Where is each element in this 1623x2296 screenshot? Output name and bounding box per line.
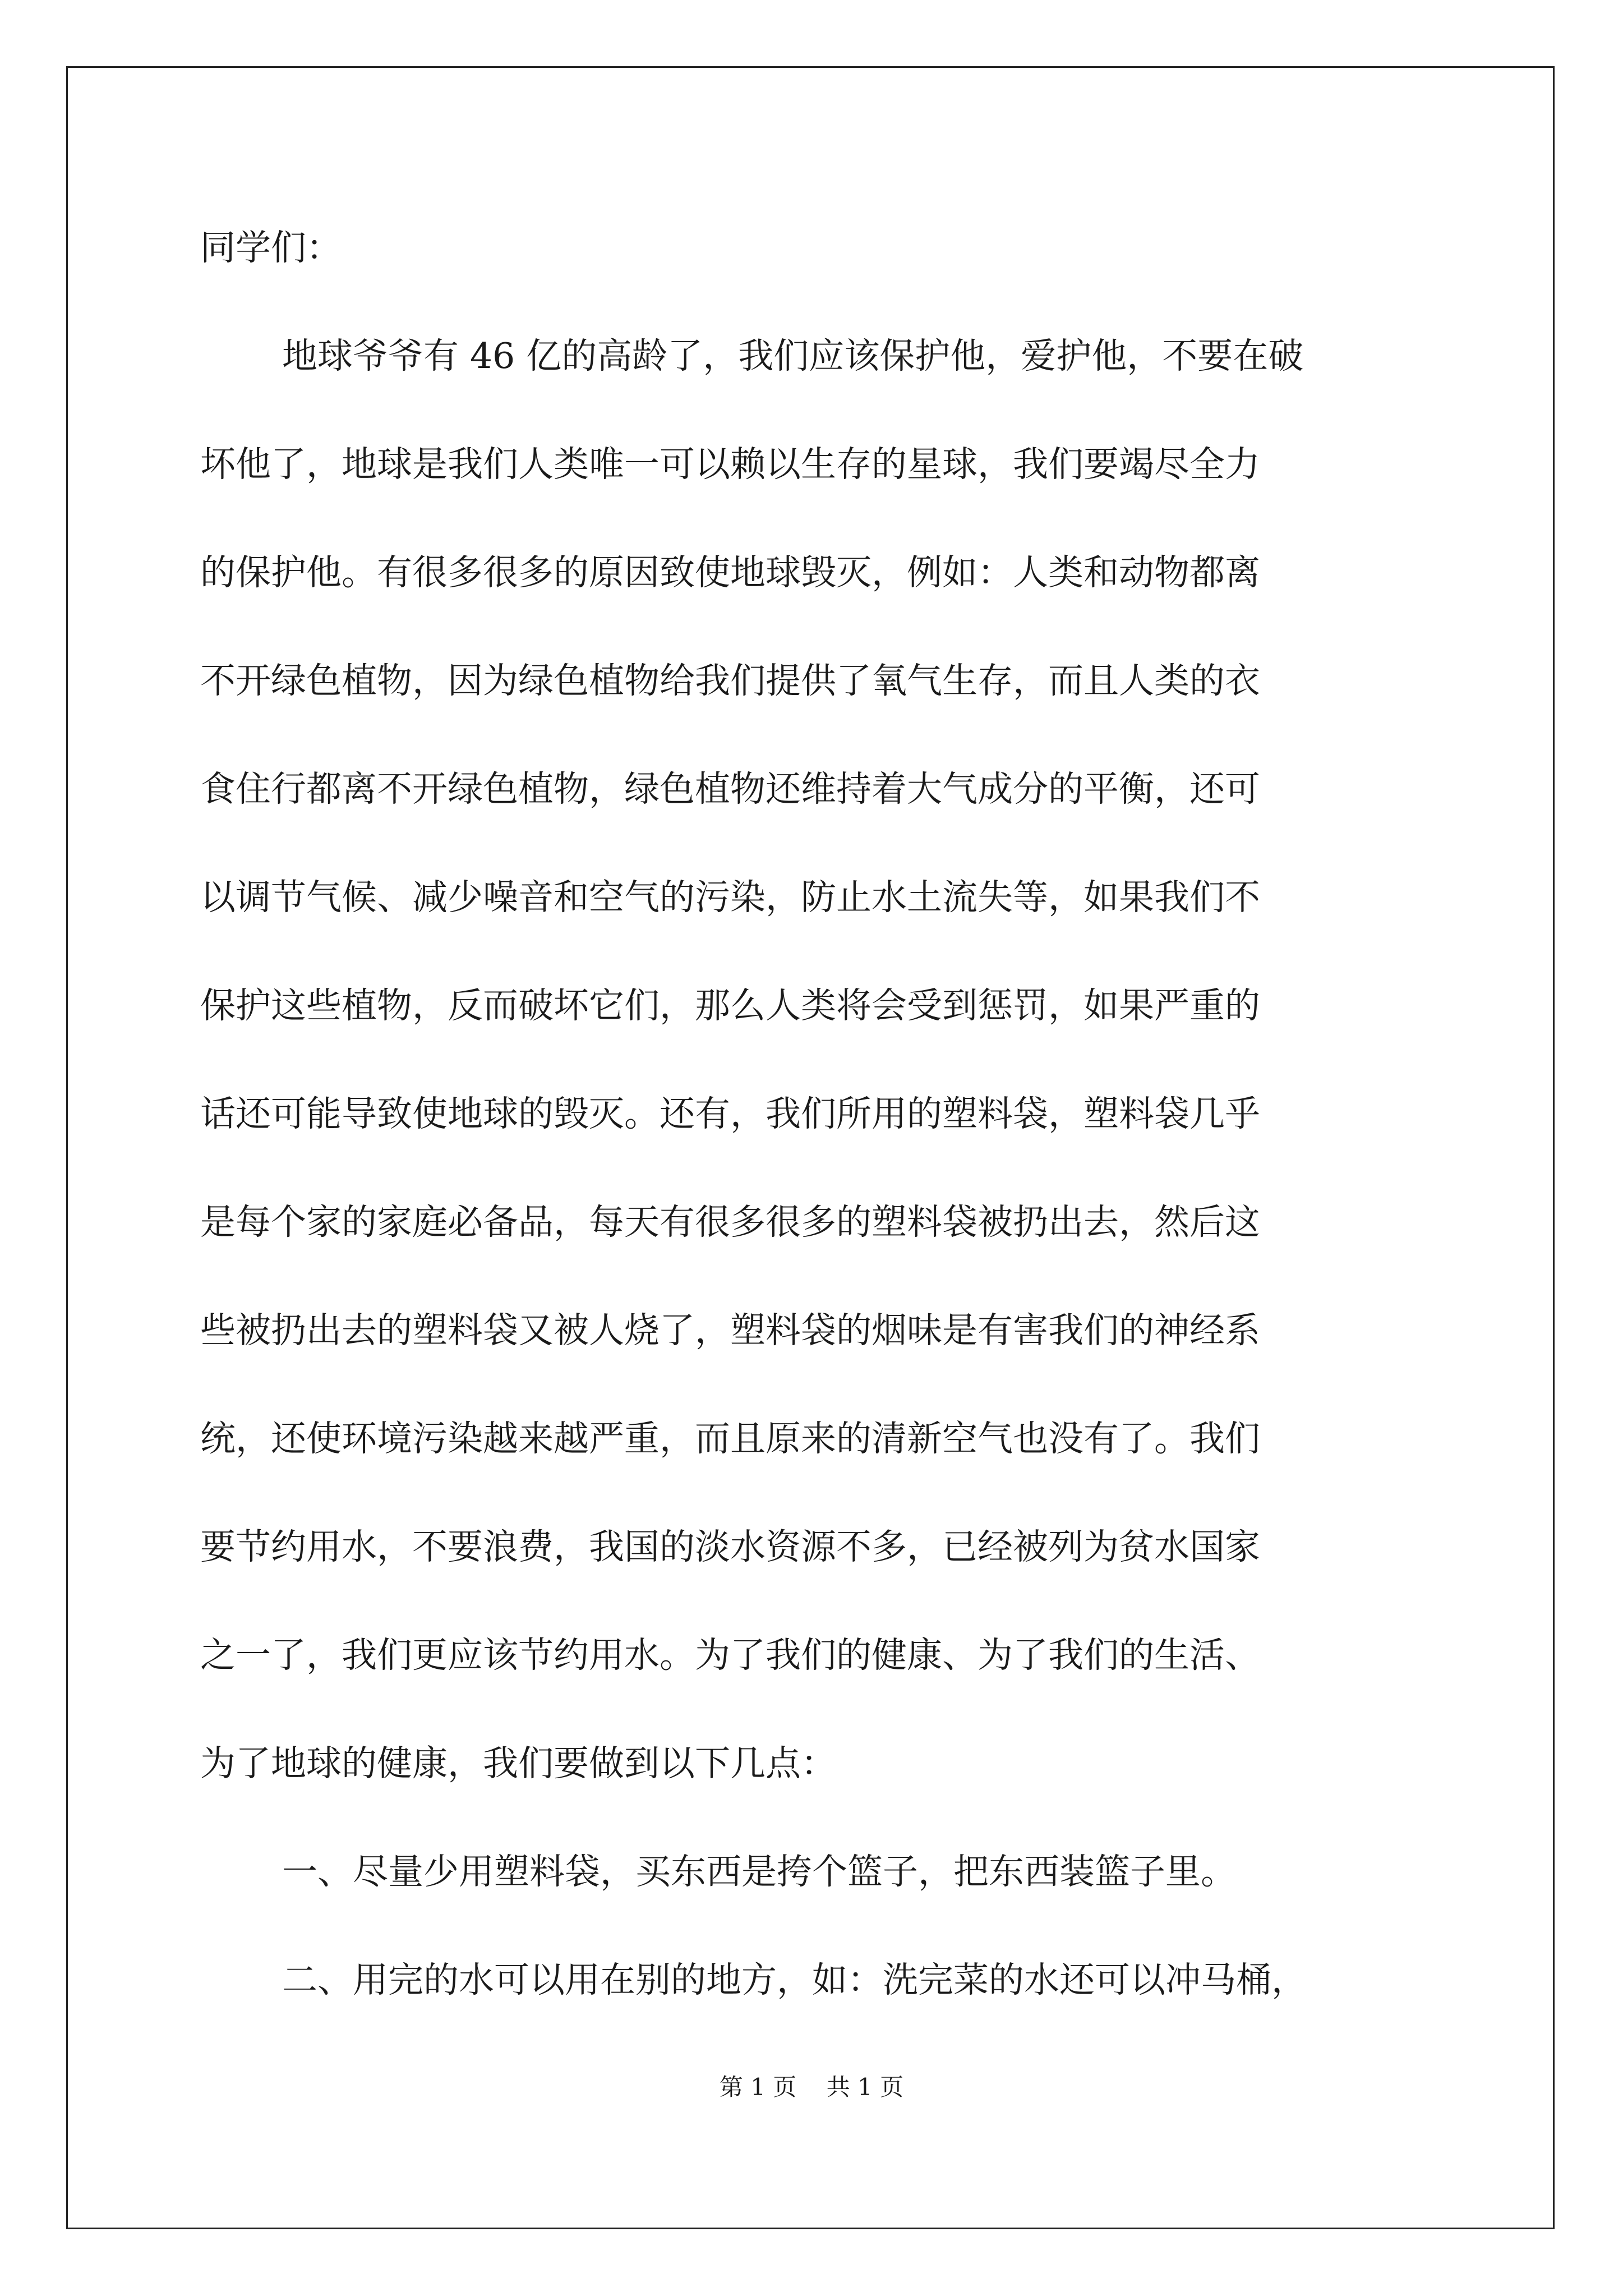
salutation: 同学们：	[200, 227, 342, 268]
list-point-2: 二、用完的水可以用在别的地方，如：洗完菜的水还可以冲马桶，	[282, 1959, 1307, 2000]
page-number: 第 1 页	[719, 2073, 797, 2101]
paragraph-line: 食住行都离不开绿色植物，绿色植物还维持着大气成分的平衡，还可	[200, 769, 1260, 809]
paragraph-line: 些被扔出去的塑料袋又被人烧了，塑料袋的烟味是有害我们的神经系	[200, 1310, 1260, 1351]
paragraph-line: 要节约用水，不要浪费，我国的淡水资源不多，已经被列为贫水国家	[200, 1526, 1260, 1567]
paragraph-line: 的保护他。有很多很多的原因致使地球毁灭，例如：人类和动物都离	[200, 552, 1260, 593]
paragraph-line: 地球爷爷有 46 亿的高龄了，我们应该保护他，爱护他，不要在破	[282, 335, 1304, 376]
paragraph-line: 保护这些植物，反而破坏它们，那么人类将会受到惩罚，如果严重的	[200, 985, 1260, 1026]
list-point-1: 一、尽量少用塑料袋，买东西是挎个篮子，把东西装篮子里。	[282, 1851, 1236, 1892]
paragraph-line: 是每个家的家庭必备品，每天有很多很多的塑料袋被扔出去，然后这	[200, 1202, 1260, 1243]
paragraph-line: 坏他了，地球是我们人类唯一可以赖以生存的星球，我们要竭尽全力	[200, 444, 1260, 485]
paragraph-line: 为了地球的健康，我们要做到以下几点：	[200, 1743, 836, 1784]
paragraph-line: 话还可能导致使地球的毁灭。还有，我们所用的塑料袋，塑料袋几乎	[200, 1093, 1260, 1134]
document-body	[200, 194, 1434, 2034]
page-footer	[0, 2069, 1623, 2102]
paragraph-line: 统，还使环境污染越来越严重，而且原来的清新空气也没有了。我们	[200, 1418, 1260, 1459]
paragraph-line: 以调节气候、减少噪音和空气的污染，防止水土流失等，如果我们不	[200, 877, 1260, 918]
page-total: 共 1 页	[826, 2073, 904, 2101]
paragraph-line: 之一了，我们更应该节约用水。为了我们的健康、为了我们的生活、	[200, 1635, 1260, 1676]
paragraph-line: 不开绿色植物，因为绿色植物给我们提供了氧气生存，而且人类的衣	[200, 660, 1260, 701]
